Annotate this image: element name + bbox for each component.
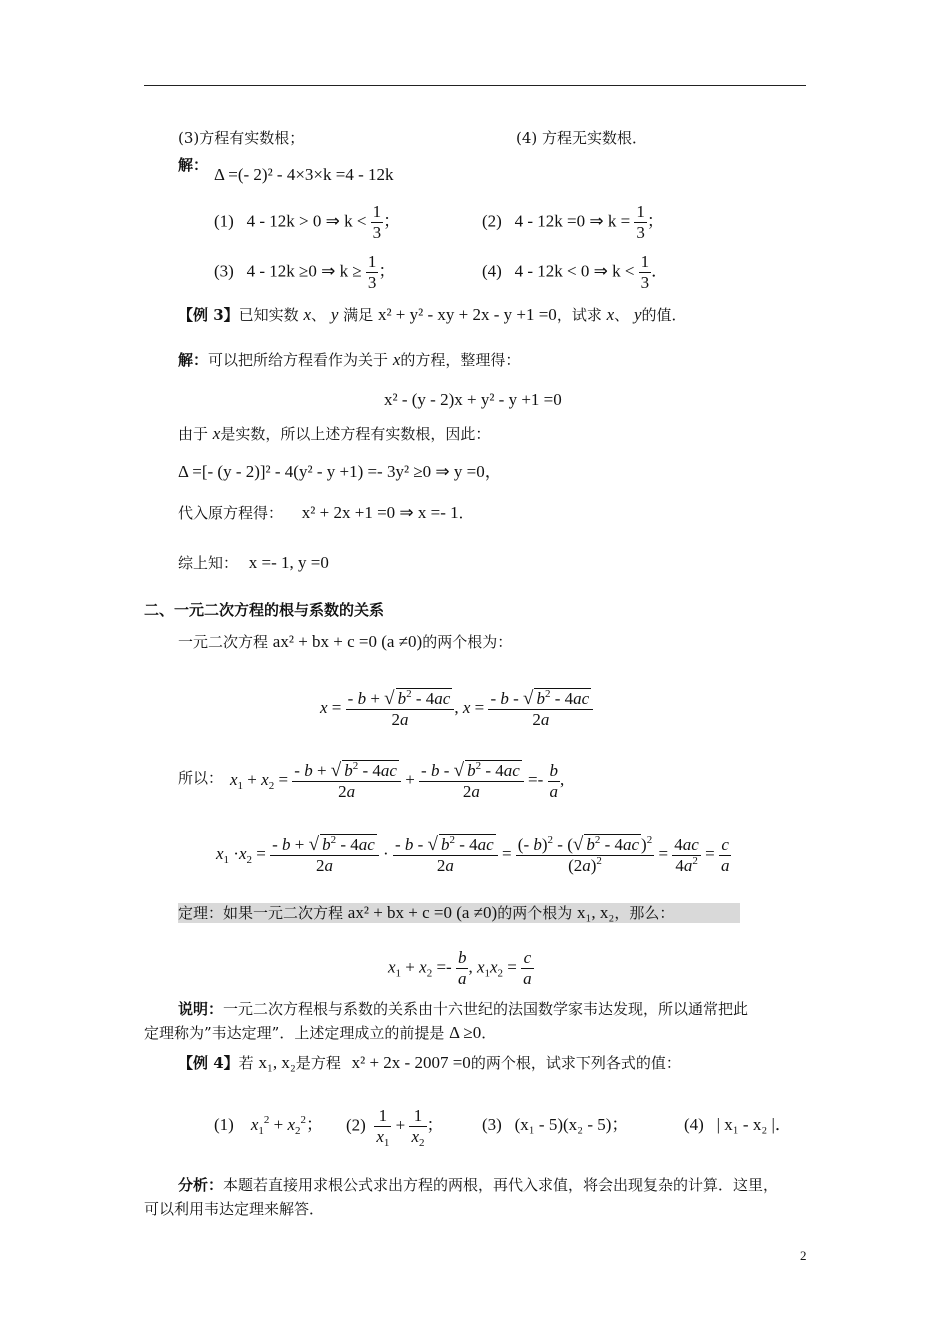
question-3: (3) (x₁ - 5)(x₂ - 5)； bbox=[482, 1115, 629, 1134]
theorem-statement: 定理：如果一元二次方程 ax² + bx + c =0 (a ≠0)的两个根为 x₁, x₂，那么： bbox=[178, 903, 740, 923]
case-4: (4) 方程无实数根． bbox=[516, 129, 648, 147]
result-2: (2) 4 - 12k =0 ⇒ k = $\frac{1}{3}$ ； bbox=[482, 202, 664, 242]
note-line-1: 说明：一元二次方程根与系数的关系由十六世纪的法国数学家韦达发现，所以通常把此 bbox=[178, 1000, 749, 1018]
so-label: 所以： bbox=[178, 769, 224, 787]
question-1: (1) $x_1^2 + x_2^2$； bbox=[214, 1114, 324, 1137]
result-expr: 4 - 12k > 0 ⇒ k < bbox=[246, 211, 367, 231]
question-4: (4) | x₁ - x₂ |． bbox=[684, 1115, 792, 1134]
result-tag: (3) bbox=[214, 261, 234, 281]
quadratic-formula: x = $\frac{- b + √ b^2 - 4ac}{2a}$ , x = $\frac{- b - √ b^2 - 4ac}{2a}$ bbox=[320, 688, 593, 730]
case-3: (3)方程有实数根； bbox=[178, 129, 305, 147]
page-number: 2 bbox=[800, 1248, 807, 1263]
example-3-equation: x² + y² - xy + 2x - y +1 =0 bbox=[377, 305, 557, 324]
delta-equation: Δ =(- 2)² - 4×3×k =4 - 12k bbox=[214, 165, 394, 184]
result-tag: (2) bbox=[482, 211, 502, 231]
header-rule bbox=[144, 85, 806, 86]
result-3: (3) 4 - 12k ≥0 ⇒ k ≥ $\frac{1}{3}$ ； bbox=[214, 252, 396, 292]
result-4: (4) 4 - 12k < 0 ⇒ k < $\frac{1}{3}$ ． bbox=[482, 252, 669, 292]
analysis-line-2: 可以利用韦达定理来解答． bbox=[144, 1200, 325, 1218]
result-tag: (1) bbox=[214, 211, 234, 231]
delta-inequality: Δ =[- (y - 2)]² - 4(y² - y +1) =- 3y² ≥0 ⇒ y =0， bbox=[178, 462, 502, 481]
fraction: $\frac{1}{3}$ bbox=[367, 252, 377, 292]
example-tag: 【例 3】 bbox=[178, 306, 239, 324]
result-expr: 4 - 12k =0 ⇒ k = bbox=[514, 211, 631, 231]
fraction: $\frac{1}{3}$ bbox=[636, 202, 645, 242]
result-1: (1) 4 - 12k > 0 ⇒ k < $\frac{1}{3}$ ； bbox=[214, 202, 401, 242]
product-of-roots: $x_1 \cdot x_2$ = $\frac{- b + √ b^2 - 4ac}{2a}$ · $\frac{- b - √ b^2 - 4ac}{2a}$ = $\frac{(- b)^2 - (√ b^2 - 4ac )^2}{(2a)^2}$ = $\frac{4ac}{4a^2}$ = $\frac{c}{a}$ bbox=[216, 834, 730, 875]
vieta-formulas: $x_1 + x_2$ =- $\frac{b}{a}$ , $x_1x_2$ = $\frac{c}{a}$ bbox=[388, 948, 532, 988]
rearranged-equation: x² - (y - 2)x + y² - y +1 =0 bbox=[384, 390, 562, 409]
section-heading: 二、一元二次方程的根与系数的关系 bbox=[144, 601, 385, 619]
since-line: 由于 x是实数，所以上述方程有实数根，因此： bbox=[178, 424, 491, 443]
analysis-line-1: 分析：本题若直接用求根公式求出方程的两根，再代入求值，将会出现复杂的计算．这里， bbox=[178, 1176, 779, 1194]
example-3-solution: 解：可以把所给方程看作为关于 x的方程，整理得： bbox=[178, 350, 521, 369]
fraction: $\frac{1}{3}$ bbox=[640, 252, 650, 292]
result-tag: (4) bbox=[482, 261, 502, 281]
example-3-statement: 【例 3】已知实数 x、 y 满足 x² + y² - xy + 2x - y +1 =0，试求 x、 y的值． bbox=[178, 305, 687, 324]
example-tag: 【例 4】 bbox=[178, 1054, 239, 1072]
fraction: $\frac{1}{3}$ bbox=[372, 202, 382, 242]
section-intro: 一元二次方程 ax² + bx + c =0 (a ≠0)的两个根为： bbox=[178, 632, 513, 651]
result-expr: 4 - 12k < 0 ⇒ k < bbox=[514, 261, 635, 281]
example-4-statement: 【例 4】若 x₁, x₂是方程 x² + 2x - 2007 =0的两个根，试求下列各式的值： bbox=[178, 1053, 681, 1072]
question-2: (2) $\frac{1}{x_1}$ + $\frac{1}{x_2}$ ； bbox=[346, 1106, 444, 1149]
result-expr: 4 - 12k ≥0 ⇒ k ≥ bbox=[246, 261, 362, 281]
sum-of-roots: $x_1 + x_2$ = $\frac{- b + √ b^2 - 4ac}{2a}$ + $\frac{- b - √ b^2 - 4ac}{2a}$ =- $\frac{b}{a}$ , bbox=[230, 760, 565, 801]
substitute-line: 代入原方程得： x² + 2x +1 =0 ⇒ x =- 1． bbox=[178, 503, 474, 522]
summary-line: 综上知： x =- 1, y =0 bbox=[178, 553, 329, 572]
solution-label: 解： bbox=[178, 156, 209, 174]
note-line-2: 定理称为”韦达定理”．上述定理成立的前提是 Δ ≥0． bbox=[144, 1023, 497, 1042]
